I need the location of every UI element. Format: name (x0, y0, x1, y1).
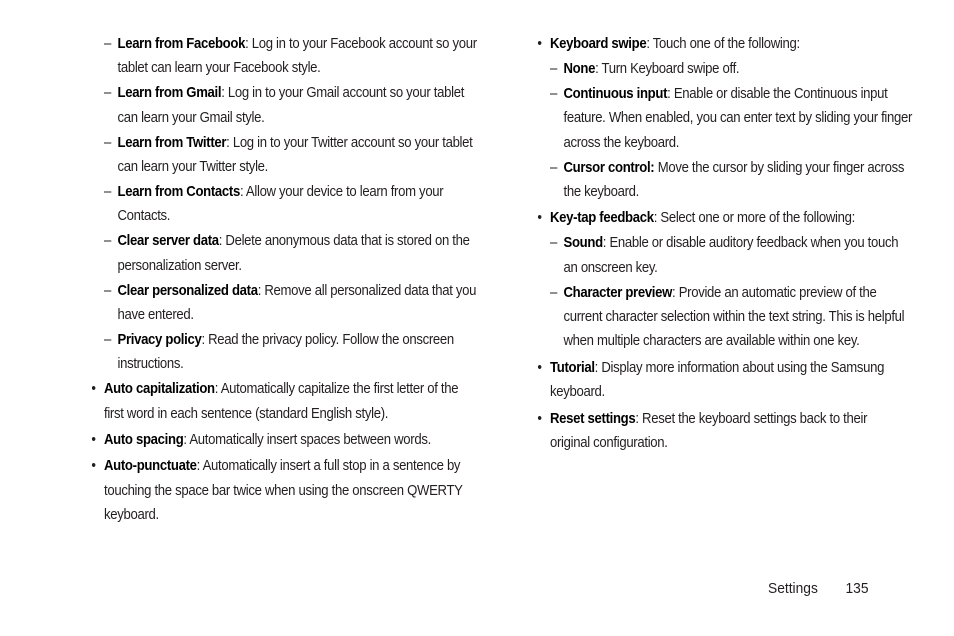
item-text: : Turn Keyboard swipe off. (595, 60, 740, 77)
bullet-marker: • (537, 359, 542, 376)
left-column (91, 32, 477, 528)
dash-marker: – (104, 183, 112, 200)
bullet-marker: • (91, 381, 96, 398)
footer-section-title: Settings (768, 580, 818, 597)
bullet-marker: • (91, 432, 96, 448)
list-item-clear-personalized-data (104, 279, 487, 328)
list-item-auto-capitalization (91, 377, 474, 426)
list-item-learn-twitter (104, 131, 487, 180)
dash-marker: – (550, 159, 558, 176)
list-item-learn-facebook (104, 32, 487, 81)
item-text: Move the cursor by sliding your finger across the keyboard. (563, 159, 905, 200)
item-text: : Reset the keyboard settings back to their original configuration. (550, 410, 868, 451)
item-term: Key-tap feedback (550, 210, 654, 227)
list-item-none (550, 57, 913, 81)
item-text: : Automatically insert a full stop in a sentence by touching the space bar twice when using the onscreen QWERTY keyboard. (104, 458, 463, 524)
item-text: : Delete anonymous data that is stored on the personalization server. (117, 233, 470, 274)
item-term: Auto-punctuate (104, 458, 197, 475)
item-term: Sound (563, 235, 603, 252)
item-term: Character preview (563, 284, 673, 301)
item-term: None (563, 60, 596, 77)
item-text: : Select one or more of the following: (653, 210, 855, 227)
list-item-clear-server-data (104, 229, 487, 278)
item-text: : Remove all personalized data that you have entered. (117, 282, 477, 323)
list-item-key-tap-feedback (537, 206, 900, 230)
item-term: Learn from Facebook (117, 36, 246, 52)
item-text: : Allow your device to learn from your Contacts. (117, 183, 444, 225)
item-term: Cursor control: (563, 159, 655, 176)
item-text: : Provide an automatic preview of the current character selection within the text string. This is helpful when multiple characters are available within one key. (563, 284, 905, 350)
item-term: Auto capitalization (104, 381, 215, 398)
list-item-character-preview (550, 281, 913, 354)
item-text: : Enable or disable the Continuous input feature. When enabled, you can enter text by sliding your finger across the keyboard. (563, 85, 913, 151)
item-term: Clear personalized data (117, 282, 258, 299)
item-text: : Read the privacy policy. Follow the onscreen instructions. (117, 331, 454, 373)
item-text: : Automatically insert spaces between words. (183, 432, 431, 448)
dash-marker: – (104, 233, 112, 250)
list-item-sound (550, 231, 913, 280)
right-column (537, 32, 913, 455)
page-number: 135 (845, 580, 869, 597)
item-term: Keyboard swipe (550, 36, 647, 52)
list-item-learn-contacts (104, 180, 487, 229)
bullet-marker: • (537, 36, 542, 52)
list-item-privacy-policy (104, 328, 487, 377)
page-footer (768, 578, 868, 600)
dash-marker: – (550, 60, 558, 77)
item-term: Learn from Twitter (117, 134, 227, 151)
dash-marker: – (104, 331, 112, 348)
dash-marker: – (104, 36, 112, 52)
item-text: : Log in to your Gmail account so your tablet can learn your Gmail style. (117, 85, 465, 126)
item-text: : Enable or disable auditory feedback when you touch an onscreen key. (563, 235, 899, 276)
item-text: : Log in to your Facebook account so your tablet can learn your Facebook style. (117, 36, 477, 77)
list-item-learn-gmail (104, 81, 487, 130)
bullet-marker: • (537, 210, 542, 227)
item-term: Auto spacing (104, 432, 184, 448)
list-item-auto-spacing (91, 428, 474, 452)
item-text: : Display more information about using the Samsung keyboard. (550, 359, 885, 401)
dash-marker: – (550, 235, 558, 252)
item-term: Clear server data (117, 233, 219, 250)
item-text: : Log in to your Twitter account so your tablet can learn your Twitter style. (117, 134, 473, 176)
list-item-keyboard-swipe (537, 32, 900, 56)
item-term: Reset settings (550, 410, 636, 427)
dash-marker: – (104, 85, 112, 102)
item-term: Tutorial (550, 359, 595, 376)
list-item-tutorial (537, 356, 900, 405)
dash-marker: – (550, 284, 558, 301)
bullet-marker: • (537, 410, 542, 427)
item-term: Learn from Contacts (117, 183, 240, 200)
item-term: Learn from Gmail (117, 85, 222, 102)
list-item-auto-punctuate (91, 454, 474, 527)
bullet-marker: • (91, 458, 96, 475)
item-text: : Automatically capitalize the first letter of the first word in each sentence (standard English style). (104, 381, 459, 422)
list-item-reset-settings (537, 407, 900, 456)
item-term: Privacy policy (117, 331, 202, 348)
item-text: : Touch one of the following: (646, 36, 800, 52)
list-item-cursor-control (550, 156, 913, 205)
list-item-continuous-input (550, 82, 913, 155)
dash-marker: – (104, 282, 112, 299)
item-term: Continuous input (563, 85, 668, 102)
dash-marker: – (104, 134, 112, 151)
dash-marker: – (550, 85, 558, 102)
